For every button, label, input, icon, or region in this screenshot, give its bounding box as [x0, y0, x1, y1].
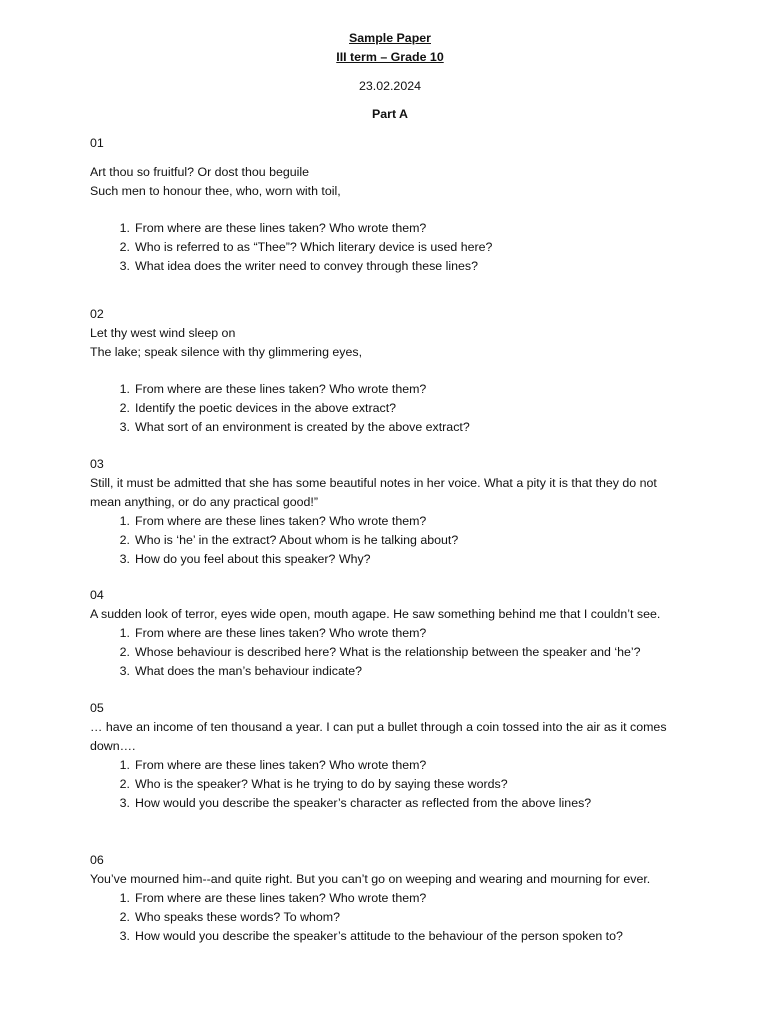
- question-list: [90, 219, 690, 276]
- question-number: 01: [90, 136, 104, 150]
- extract-line: Such men to honour thee, who, worn with toil,: [90, 183, 341, 198]
- question-number: 05: [90, 701, 104, 715]
- paper-title: Sample Paper: [349, 31, 431, 45]
- question-number: 06: [90, 853, 104, 867]
- extract-line: Art thou so fruitful? Or dost thou beguile: [90, 165, 310, 179]
- list-item: 2. Who is the speaker? What is he trying to do by saying these words?: [119, 776, 508, 791]
- question-05: [90, 699, 690, 813]
- extract-line: Let thy west wind sleep on: [90, 326, 236, 340]
- question-list: [90, 380, 690, 437]
- list-item: 3. What sort of an environment is created by the above extract?: [119, 419, 470, 434]
- list-item: 2. Identify the poetic devices in the above extract?: [119, 400, 397, 415]
- question-number: 02: [90, 307, 104, 321]
- list-item: 1. From where are these lines taken? Who wrote them?: [119, 381, 427, 396]
- extract-line: Still, it must be admitted that she has some beautiful notes in her voice. What a pity it is that they do not mean anything, or do any practical good!”: [90, 476, 661, 509]
- paper-date: 23.02.2024: [358, 78, 421, 93]
- question-list: [90, 889, 690, 946]
- list-item: 2. Who is referred to as “Thee”? Which literary device is used here?: [119, 239, 493, 254]
- list-item: 3. What idea does the writer need to convey through these lines?: [119, 258, 479, 273]
- extract-line: You’ve mourned him--and quite right. But you can’t go on weeping and wearing and mourning for ever.: [90, 872, 651, 886]
- question-03: [90, 455, 690, 569]
- question-list: [90, 512, 690, 569]
- list-item: 1. From where are these lines taken? Who wrote them?: [119, 625, 427, 640]
- list-item: 3. How would you describe the speaker’s attitude to the behaviour of the person spoken to?: [119, 928, 623, 943]
- extract-line: The lake; speak silence with thy glimmering eyes,: [90, 344, 363, 359]
- question-02: [90, 305, 690, 437]
- question-04: [90, 586, 690, 681]
- question-number: 04: [90, 588, 104, 602]
- list-item: 3. How do you feel about this speaker? Why?: [119, 551, 371, 566]
- list-item: 2. Who speaks these words? To whom?: [119, 909, 341, 924]
- question-list: [90, 756, 690, 813]
- paper-subtitle: III term – Grade 10: [336, 49, 444, 64]
- list-item: 1. From where are these lines taken? Who wrote them?: [119, 220, 427, 235]
- question-list: [90, 624, 690, 681]
- extract-line: … have an income of ten thousand a year. I can put a bullet through a coin tossed into the air as it comes down….: [90, 720, 670, 753]
- list-item: 1. From where are these lines taken? Who wrote them?: [119, 890, 427, 905]
- list-item: 1. From where are these lines taken? Who wrote them?: [119, 757, 427, 772]
- list-item: 3. What does the man’s behaviour indicate?: [119, 663, 363, 678]
- list-item: 3. How would you describe the speaker’s character as reflected from the above lines?: [119, 795, 592, 810]
- question-number: 03: [90, 457, 104, 471]
- extract-line: A sudden look of terror, eyes wide open, mouth agape. He saw something behind me that I couldn’t see.: [90, 607, 661, 621]
- part-heading: Part A: [371, 107, 409, 122]
- question-06: [90, 851, 690, 946]
- question-01: [90, 134, 690, 276]
- header: [90, 29, 690, 124]
- list-item: 2. Who is ‘he’ in the extract? About whom is he talking about?: [119, 532, 459, 547]
- list-item: 1. From where are these lines taken? Who wrote them?: [119, 513, 427, 528]
- list-item: 2. Whose behaviour is described here? What is the relationship between the speaker and ‘he’?: [119, 644, 641, 659]
